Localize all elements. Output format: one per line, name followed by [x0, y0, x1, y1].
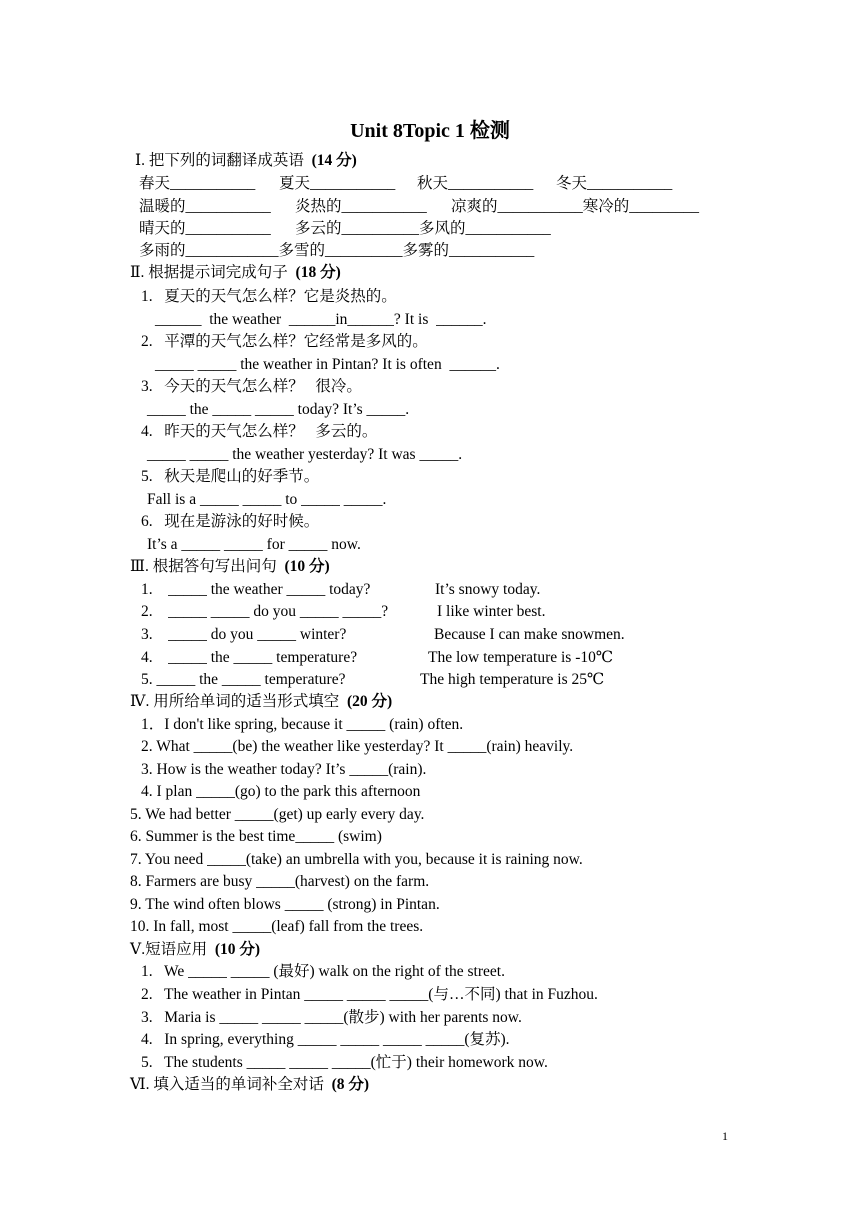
- section-2-heading: [130, 263, 341, 283]
- answer-line: I like winter best.: [437, 603, 546, 620]
- vocab-item: 夏天___________: [279, 175, 396, 192]
- section-3-score: (10 分): [284, 558, 330, 575]
- answer-line: Because I can make snowmen.: [434, 626, 625, 643]
- exercise-line: 7. You need _____(take) an umbrella with you, because it is raining now.: [130, 851, 583, 868]
- vocab-item: 多云的__________多风的___________: [295, 220, 551, 237]
- exercise-line: 1. We _____ _____ (最好) walk on the right of the street.: [141, 963, 505, 980]
- exercise-line: 8. Farmers are busy _____(harvest) on the farm.: [130, 873, 430, 890]
- section-5-title: Ⅴ.短语应用: [130, 941, 208, 958]
- section-6-heading: [130, 1075, 369, 1095]
- section-4-heading: [130, 692, 392, 712]
- question-line: 5. _____ the _____ temperature?: [141, 671, 346, 688]
- vocab-item: 凉爽的___________寒冷的_________: [451, 198, 700, 215]
- answer-line: The high temperature is 25℃: [420, 671, 605, 688]
- prompt-line: 2. 平潭的天气怎么样？它经常是多风的。: [141, 333, 428, 350]
- exercise-line: 2. The weather in Pintan _____ _____ _____(与…不同) that in Fuzhou.: [141, 986, 598, 1003]
- exercise-line: 4. In spring, everything _____ _____ _____ _____(复苏).: [141, 1031, 510, 1048]
- exercise-line: 3. How is the weather today? It’s _____(rain).: [141, 761, 427, 778]
- exercise-line: 5. The students _____ _____ _____(忙于) their homework now.: [141, 1054, 548, 1071]
- prompt-line: 6. 现在是游泳的好时候。: [141, 513, 320, 530]
- page-number: 1: [722, 1129, 728, 1143]
- section-6-score: (8 分): [331, 1076, 370, 1093]
- vocab-item: 多雨的____________多雪的__________多雾的___________: [139, 242, 535, 259]
- question-line: 3. _____ do you _____ winter?: [141, 626, 347, 643]
- answer-line: It’s snowy today.: [435, 581, 541, 598]
- fill-line: ______ the weather ______in______? It is ______.: [155, 311, 487, 328]
- section-1-title: Ⅰ. 把下列的词翻译成英语: [135, 152, 304, 169]
- section-2-title: Ⅱ. 根据提示词完成句子: [130, 264, 288, 281]
- section-3-heading: [130, 557, 330, 577]
- fill-line: Fall is a _____ _____ to _____ _____.: [147, 491, 387, 508]
- fill-line: _____ the _____ _____ today? It’s _____.: [147, 401, 410, 418]
- prompt-line: 1. 夏天的天气怎么样？它是炎热的。: [141, 288, 397, 305]
- vocab-item: 秋天___________: [417, 175, 534, 192]
- section-6-title: Ⅵ. 填入适当的单词补全对话: [130, 1076, 324, 1093]
- exercise-line: 9. The wind often blows _____ (strong) in Pintan.: [130, 896, 440, 913]
- question-line: 2. _____ _____ do you _____ _____?: [141, 603, 389, 620]
- prompt-line: 3. 今天的天气怎么样？ 很冷。: [141, 378, 362, 395]
- vocab-item: 冬天___________: [556, 175, 673, 192]
- section-3-title: Ⅲ. 根据答句写出问句: [130, 558, 277, 575]
- section-1-score: (14 分): [311, 152, 357, 169]
- question-line: 4. _____ the _____ temperature?: [141, 649, 358, 666]
- prompt-line: 4. 昨天的天气怎么样？ 多云的。: [141, 423, 378, 440]
- answer-line: The low temperature is -10℃: [428, 649, 614, 666]
- section-4-title: Ⅳ. 用所给单词的适当形式填空: [130, 693, 340, 710]
- exercise-line: 6. Summer is the best time_____ (swim): [130, 828, 382, 845]
- section-1-heading: [135, 151, 357, 171]
- exercise-line: 3. Maria is _____ _____ _____(散步) with her parents now.: [141, 1009, 522, 1026]
- exercise-line: 1．I don't like spring, because it _____ (rain) often.: [141, 716, 464, 733]
- vocab-item: 晴天的___________: [139, 220, 271, 237]
- fill-line: _____ _____ the weather in Pintan? It is often ______.: [155, 356, 500, 373]
- fill-line: _____ _____ the weather yesterday? It was _____.: [147, 446, 463, 463]
- prompt-line: 5. 秋天是爬山的好季节。: [141, 468, 320, 485]
- section-5-heading: [130, 940, 260, 960]
- exercise-line: 10. In fall, most _____(leaf) fall from the trees.: [130, 918, 424, 935]
- section-5-score: (10 分): [214, 941, 261, 958]
- fill-line: It’s a _____ _____ for _____ now.: [147, 536, 361, 553]
- vocab-item: 炎热的___________: [295, 198, 427, 215]
- exercise-line: 2. What _____(be) the weather like yesterday? It _____(rain) heavily.: [141, 738, 574, 755]
- vocab-item: 温暖的___________: [139, 198, 271, 215]
- exercise-line: 5. We had better _____(get) up early every day.: [130, 806, 425, 823]
- section-2-score: (18 分): [295, 264, 341, 281]
- page-title: Unit 8Topic 1 检测: [350, 120, 510, 142]
- vocab-item: 春天___________: [139, 175, 256, 192]
- section-4-score: (20 分): [347, 693, 393, 710]
- question-line: 1. _____ the weather _____ today?: [141, 581, 371, 598]
- exercise-line: 4. I plan _____(go) to the park this afternoon: [141, 783, 421, 800]
